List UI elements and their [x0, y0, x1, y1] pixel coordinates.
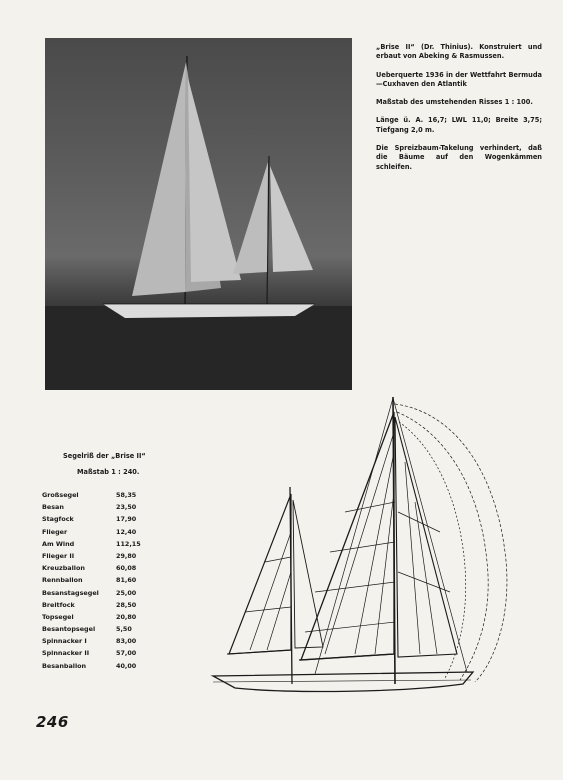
sail-area: 17,90	[116, 515, 137, 524]
table-row	[42, 647, 142, 659]
caption-paragraph: „Brise II“ (Dr. Thinius). Konstruiert und erbaut von Abeking & Rasmussen.	[376, 43, 542, 61]
sail-plan-line-art	[205, 392, 545, 707]
yacht-photo-illustration	[45, 38, 352, 390]
caption-paragraph: Die Spreizbaum-Takelung verhindert, daß die Bäume auf den Wogenkämmen schleifen.	[376, 144, 542, 171]
photo-caption	[376, 43, 542, 181]
sail-area: 23,50	[116, 503, 137, 512]
table-row	[42, 599, 142, 611]
sail-name: Spinnacker II	[42, 649, 90, 658]
sail-area-table	[42, 489, 142, 672]
caption-paragraph: Länge ü. A. 16,7; LWL 11,0; Breite 3,75; Tiefgang 2,0 m.	[376, 116, 542, 134]
sail-name: Rennballon	[42, 576, 83, 585]
sail-name: Spinnacker I	[42, 637, 87, 646]
sail-name: Besan	[42, 503, 64, 512]
yacht-photograph	[45, 38, 352, 390]
sail-name: Stagfock	[42, 515, 74, 524]
sail-area: 40,00	[116, 661, 137, 670]
sail-name: Kreuzballon	[42, 564, 85, 573]
sail-area: 20,80	[116, 612, 137, 621]
table-row	[42, 501, 142, 513]
table-row	[42, 538, 142, 550]
table-row	[42, 635, 142, 647]
sail-name: Besanstagsegel	[42, 588, 99, 597]
sail-area: 83,00	[116, 637, 137, 646]
table-row	[42, 587, 142, 599]
sail-area: 28,50	[116, 600, 137, 609]
sail-name: Breitfock	[42, 600, 75, 609]
sail-name: Flieger	[42, 527, 68, 536]
sail-name: Besantopsegel	[42, 625, 96, 634]
table-row	[42, 660, 142, 672]
sail-plan-drawing	[205, 392, 545, 707]
table-row	[42, 489, 142, 501]
sail-area: 5,50	[116, 625, 132, 634]
sail-name: Am Wind	[42, 539, 75, 548]
table-row	[42, 623, 142, 635]
sail-plan-scale: Maßstab 1 : 240.	[77, 468, 140, 476]
sail-area: 57,00	[116, 649, 137, 658]
sail-plan-heading	[63, 448, 223, 480]
table-row	[42, 526, 142, 538]
table-row	[42, 562, 142, 574]
sail-name: Topsegel	[42, 612, 74, 621]
sail-area: 81,60	[116, 576, 137, 585]
sail-plan-title: Segelriß der „Brise II“	[63, 452, 146, 460]
table-row	[42, 611, 142, 623]
sail-area: 58,35	[116, 491, 137, 499]
sail-area: 112,15	[116, 539, 141, 548]
sail-area: 29,80	[116, 551, 137, 560]
table-row	[42, 550, 142, 562]
sail-name: Großsegel	[42, 491, 79, 499]
sail-area: 60,08	[116, 564, 137, 573]
page-number: 246	[36, 713, 69, 731]
table-row	[42, 513, 142, 525]
sail-area: 12,40	[116, 527, 137, 536]
sail-area: 25,00	[116, 588, 137, 597]
sail-name: Flieger II	[42, 551, 75, 560]
caption-paragraph: Maßstab des umstehenden Risses 1 : 100.	[376, 98, 533, 107]
caption-paragraph: Ueberquerte 1936 in der Wettfahrt Bermuda—Cuxhaven den Atlantik	[376, 70, 542, 88]
sail-name: Besanballon	[42, 661, 87, 670]
table-row	[42, 574, 142, 586]
